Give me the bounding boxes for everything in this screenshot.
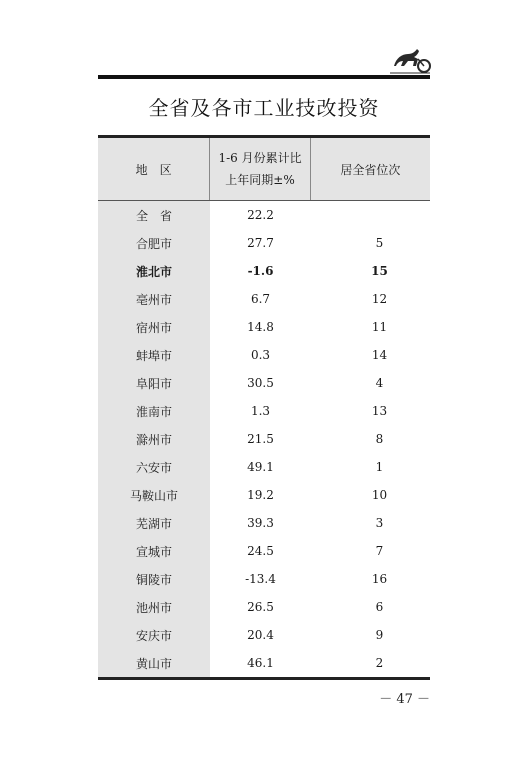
table-row-region: 六安市	[135, 460, 172, 475]
row-value: 49.1	[247, 460, 274, 474]
row-rank: 11	[371, 320, 388, 334]
row-rank: 2	[375, 656, 384, 670]
row-rank: 8	[375, 432, 384, 446]
horse-chariot-icon	[388, 44, 432, 76]
table-row	[210, 201, 430, 229]
table-row	[210, 229, 430, 257]
table-row	[210, 453, 430, 481]
table-row-region: 全 省	[135, 208, 172, 223]
row-rank: 16	[371, 572, 388, 586]
table-row-region: 亳州市	[135, 292, 172, 307]
table-row-region: 安庆市	[135, 628, 172, 643]
table-row	[210, 509, 430, 537]
row-value: 20.4	[247, 628, 274, 642]
table-row-region: 铜陵市	[135, 572, 172, 587]
table-row-region: 马鞍山市	[129, 488, 178, 503]
row-value: 27.7	[247, 236, 274, 250]
row-value: 6.7	[250, 292, 271, 306]
row-rank: 4	[375, 376, 384, 390]
row-value: 46.1	[247, 656, 274, 670]
table-row-region: 淮北市	[135, 264, 172, 279]
page-title: 全省及各市工业技改投资	[148, 96, 380, 120]
header-rank: 居全省位次	[340, 162, 401, 177]
table-row-region: 蚌埠市	[135, 348, 172, 363]
header-cumulative	[209, 138, 310, 200]
row-rank: 6	[375, 600, 384, 614]
table-row	[210, 313, 430, 341]
table-row	[210, 649, 430, 677]
row-rank: 7	[375, 544, 384, 558]
table-row-region: 阜阳市	[135, 376, 172, 391]
row-rank: 13	[371, 404, 388, 418]
table-row	[210, 537, 430, 565]
row-value: 0.3	[250, 348, 271, 362]
row-value: 1.3	[250, 404, 271, 418]
row-value: 22.2	[247, 208, 274, 222]
table-body	[98, 201, 430, 677]
table-bottom-rule	[98, 677, 430, 680]
table-row-region: 芜湖市	[135, 516, 172, 531]
row-rank: 5	[375, 236, 384, 250]
row-value: -13.4	[245, 572, 276, 586]
row-value: 19.2	[247, 488, 274, 502]
row-rank: 10	[371, 488, 388, 502]
row-value: 24.5	[247, 544, 274, 558]
row-rank: 1	[375, 460, 384, 474]
table-row-region: 池州市	[135, 600, 172, 615]
table-row	[210, 481, 430, 509]
table-header	[98, 138, 430, 200]
values-column	[210, 201, 430, 677]
table-row	[210, 621, 430, 649]
table-row-region: 合肥市	[135, 236, 172, 251]
table-row	[210, 257, 430, 285]
page-number: － 47 －	[379, 692, 430, 707]
row-value: 14.8	[247, 320, 274, 334]
table-row-region: 黄山市	[135, 656, 172, 671]
region-column	[98, 201, 210, 677]
table-row	[210, 397, 430, 425]
table-row-region: 宣城市	[135, 544, 172, 559]
table-row-region: 滁州市	[135, 432, 172, 447]
table-row	[210, 285, 430, 313]
row-rank: 15	[371, 264, 388, 278]
row-rank: 12	[371, 292, 388, 306]
header-region: 地 区	[135, 162, 172, 177]
row-rank: 3	[375, 516, 384, 530]
table-row-region: 淮南市	[135, 404, 172, 419]
table-row	[210, 565, 430, 593]
row-rank: 14	[371, 348, 388, 362]
row-value: 21.5	[247, 432, 274, 446]
row-value: -1.6	[247, 264, 274, 278]
header-cumulative-line1: 1-6 月份累计比	[218, 151, 302, 165]
row-value: 26.5	[247, 600, 274, 614]
header-rule	[98, 75, 430, 79]
row-value: 30.5	[247, 376, 274, 390]
row-rank: 9	[375, 628, 384, 642]
table-row	[210, 369, 430, 397]
table-row	[210, 425, 430, 453]
row-value: 39.3	[247, 516, 274, 530]
header-cumulative-line2: 上年同期±%	[225, 173, 295, 187]
table-row-region: 宿州市	[135, 320, 172, 335]
data-table	[98, 135, 430, 680]
table-row	[210, 593, 430, 621]
table-row	[210, 341, 430, 369]
